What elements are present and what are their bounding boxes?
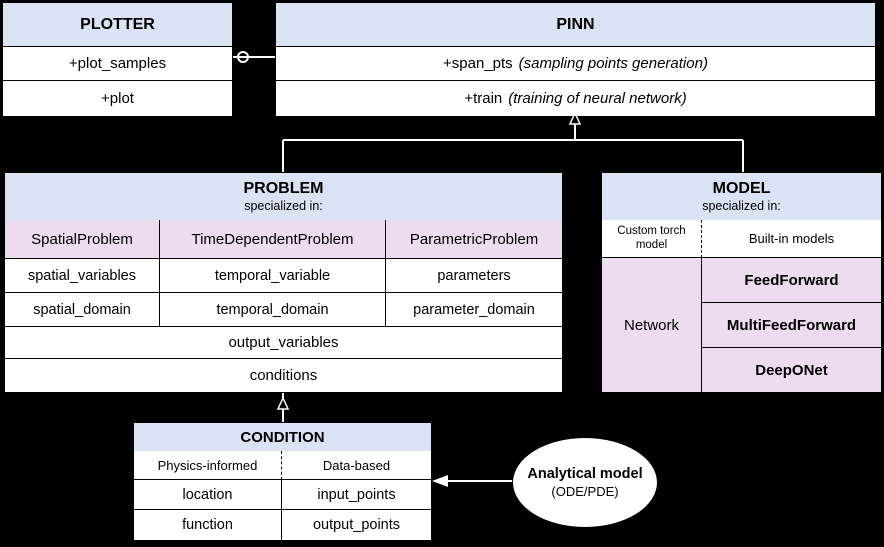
model-subtitle: specialized in:	[702, 199, 781, 213]
problem-attribute-cell: spatial_domain	[5, 293, 160, 327]
pinn-title	[276, 3, 875, 47]
pinn-method-label: +span_pts	[443, 55, 513, 72]
problem-attribute-cell: temporal_variable	[160, 259, 386, 293]
condition-cell: input_points	[282, 480, 431, 510]
problem-attribute-row	[5, 293, 562, 327]
condition-title	[134, 423, 431, 452]
pinn-class-box	[275, 2, 876, 115]
pinn-method-row	[276, 47, 875, 81]
problem-shared-row: conditions	[5, 359, 562, 392]
pinn-method-label: +train	[464, 90, 503, 107]
analytical-model-node	[512, 437, 658, 528]
model-column-header-text: Custom torch model	[617, 225, 686, 251]
model-title	[602, 173, 881, 221]
problem-title	[5, 173, 562, 221]
condition-row	[134, 510, 431, 540]
problem-column-header-row	[5, 220, 562, 259]
model-title-text: MODEL	[712, 180, 771, 197]
pinn-method-note: (training of neural network)	[508, 90, 687, 107]
problem-attribute-cell: parameters	[386, 259, 562, 293]
plotter-method-label: +plot	[101, 90, 134, 107]
condition-column-header-row	[134, 451, 431, 480]
problem-attribute-row	[5, 259, 562, 293]
model-builtin-cell: DeepONet	[702, 348, 881, 392]
problem-title-text: PROBLEM	[243, 180, 324, 197]
condition-cell: location	[134, 480, 282, 510]
model-column-header-row	[602, 220, 881, 258]
plotter-class-box	[2, 2, 233, 115]
problem-column-header: TimeDependentProblem	[160, 220, 386, 259]
pinn-title-text: PINN	[556, 15, 595, 33]
plotter-method-row	[3, 81, 232, 116]
problem-column-header: SpatialProblem	[5, 220, 160, 259]
problem-subtitle: specialized in:	[244, 199, 323, 213]
condition-cell: output_points	[282, 510, 431, 540]
condition-column-header: Physics-informed	[134, 451, 282, 480]
plotter-title-text: PLOTTER	[80, 15, 155, 33]
condition-cell: function	[134, 510, 282, 540]
analytical-model-title: Analytical model	[527, 465, 643, 482]
analytical-model-subtitle: (ODE/PDE)	[551, 484, 619, 500]
plotter-method-row	[3, 47, 232, 81]
problem-column-header: ParametricProblem	[386, 220, 562, 259]
model-column-header: Built-in models	[702, 220, 881, 258]
model-builtin-cell: MultiFeedForward	[702, 303, 881, 348]
problem-attribute-cell: temporal_domain	[160, 293, 386, 327]
condition-title-text: CONDITION	[240, 428, 325, 446]
condition-column-header: Data-based	[282, 451, 431, 480]
plotter-title	[3, 3, 232, 47]
problem-attribute-cell: parameter_domain	[386, 293, 562, 327]
problem-class-box	[4, 172, 563, 393]
pinn-method-note: (sampling points generation)	[518, 55, 708, 72]
model-builtin-cell: FeedForward	[702, 258, 881, 303]
problem-shared-row: output_variables	[5, 327, 562, 359]
condition-row	[134, 480, 431, 510]
model-network-cell: Network	[602, 258, 702, 392]
plotter-method-label: +plot_samples	[68, 55, 167, 72]
model-column-header	[602, 220, 702, 258]
condition-class-box	[133, 422, 432, 541]
model-class-box	[601, 172, 882, 393]
pinn-method-row	[276, 81, 875, 116]
problem-attribute-cell: spatial_variables	[5, 259, 160, 293]
